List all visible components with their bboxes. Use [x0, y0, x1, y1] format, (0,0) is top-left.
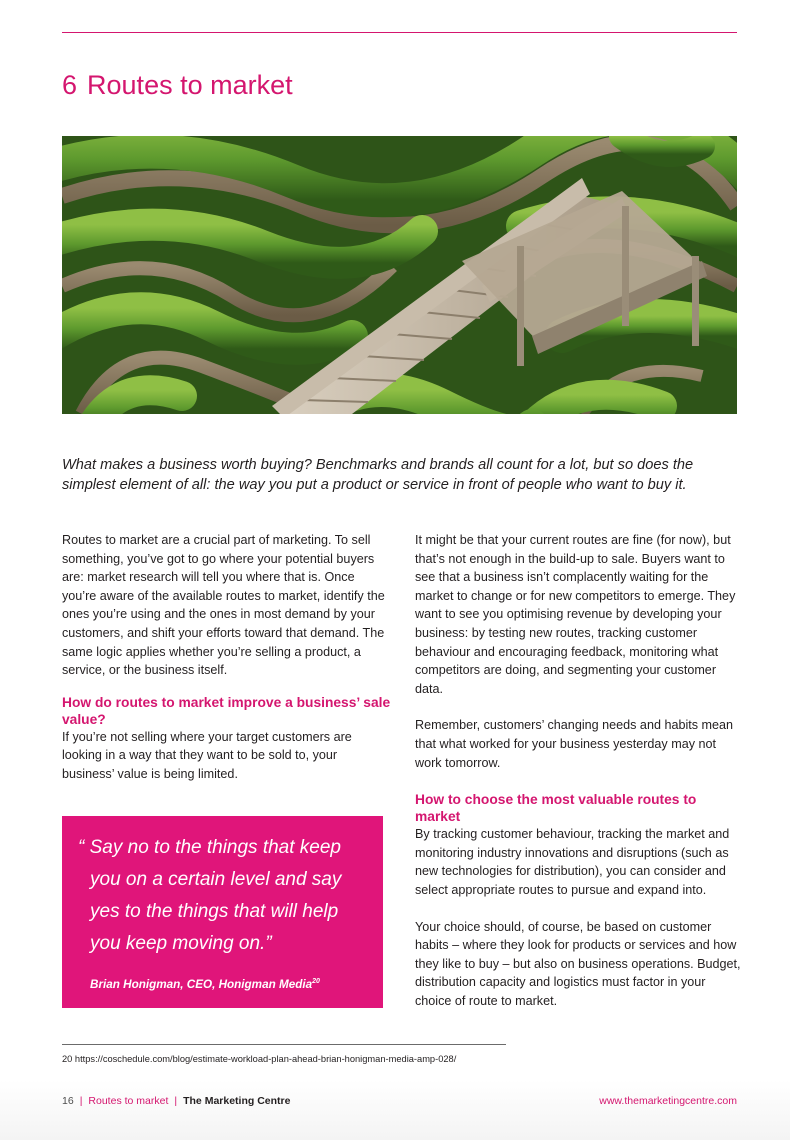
hedge-maze-photo — [62, 136, 737, 414]
heading-sale-value: How do routes to market improve a business’ sale value? — [62, 694, 391, 727]
right-paragraph-1: It might be that your current routes are fine (for now), but that’s not enough in the build-up to sale. Buyers want to see that a business isn’t complacently waiting for the market to change or for new competitors to emerge. They want to see you optimising revenue by developing your business: by testing new routes, tracking customer behaviour and encouraging feedback, monitoring what competitors are doing, and segmenting your customer data. — [415, 533, 736, 696]
chapter-number: 6 — [62, 70, 78, 100]
right-column — [415, 531, 745, 1010]
footer-separator-2: | — [174, 1095, 178, 1107]
quote-text: “ Say no to the things that keep you on a certain level and say yes to the things that will help you keep moving on.” — [78, 837, 342, 954]
footer-section: Routes to market — [88, 1095, 169, 1107]
heading-choose-routes: How to choose the most valuable routes to market — [415, 792, 697, 825]
right-paragraph-2: Remember, customers’ changing needs and habits mean that what worked for your business yesterday may not work tomorrow. — [415, 718, 734, 770]
footer-separator: | — [79, 1095, 83, 1107]
hedge-maze-image — [62, 136, 737, 414]
footer-brand: The Marketing Centre — [183, 1095, 291, 1107]
right-paragraph-3: By tracking customer behaviour, tracking the market and monitoring industry innovations and disruptions (such as new technologies for distribution), you can consider and select appropriate routes to pursue and expand into. — [415, 827, 730, 897]
left-paragraph-1: Routes to market are a crucial part of marketing. To sell something, you’ve got to go where your potential buyers are: market research will tell you where that is. Once you’re aware of the available routes to market, identify the ones you’re using and the ones in most demand by your customers, and shift your efforts toward that demand. The same logic applies whether you’re selling a product, a service, or the business itself. — [62, 533, 385, 678]
page-footer — [62, 1095, 737, 1107]
left-paragraph-2: If you’re not selling where your target customers are looking in a way that they want to be sold to, your business’ value is being limited. — [62, 729, 352, 781]
chapter-title-text: Routes to market — [87, 70, 293, 100]
lead-paragraph: What makes a business worth buying? Benchmarks and brands all count for a lot, but so does the simplest element of all: the way you put a product or service in front of people who want to buy it. — [62, 457, 694, 493]
footer-url[interactable]: www.themarketingcentre.com — [599, 1095, 737, 1107]
footnote-rule — [62, 1044, 506, 1045]
top-rule — [62, 32, 737, 33]
quote-attribution: Brian Honigman, CEO, Honigman Media$^{20}$ — [90, 978, 320, 991]
left-column — [62, 531, 392, 784]
chapter-title — [62, 70, 293, 101]
right-paragraph-4: Your choice should, of course, be based on customer habits – where they look for products or services and how they like to buy – but also on business operations. Budget, distribution capacity and logistics must factor in your choice of route to market. — [415, 919, 741, 1008]
pull-quote — [62, 816, 383, 1008]
footnote-ref: 20 — [312, 978, 320, 986]
footnote: 20 https://coschedule.com/blog/estimate-workload-plan-ahead-brian-honigman-media-amp-028/ — [62, 1054, 457, 1064]
page-number: 16 — [62, 1095, 74, 1107]
